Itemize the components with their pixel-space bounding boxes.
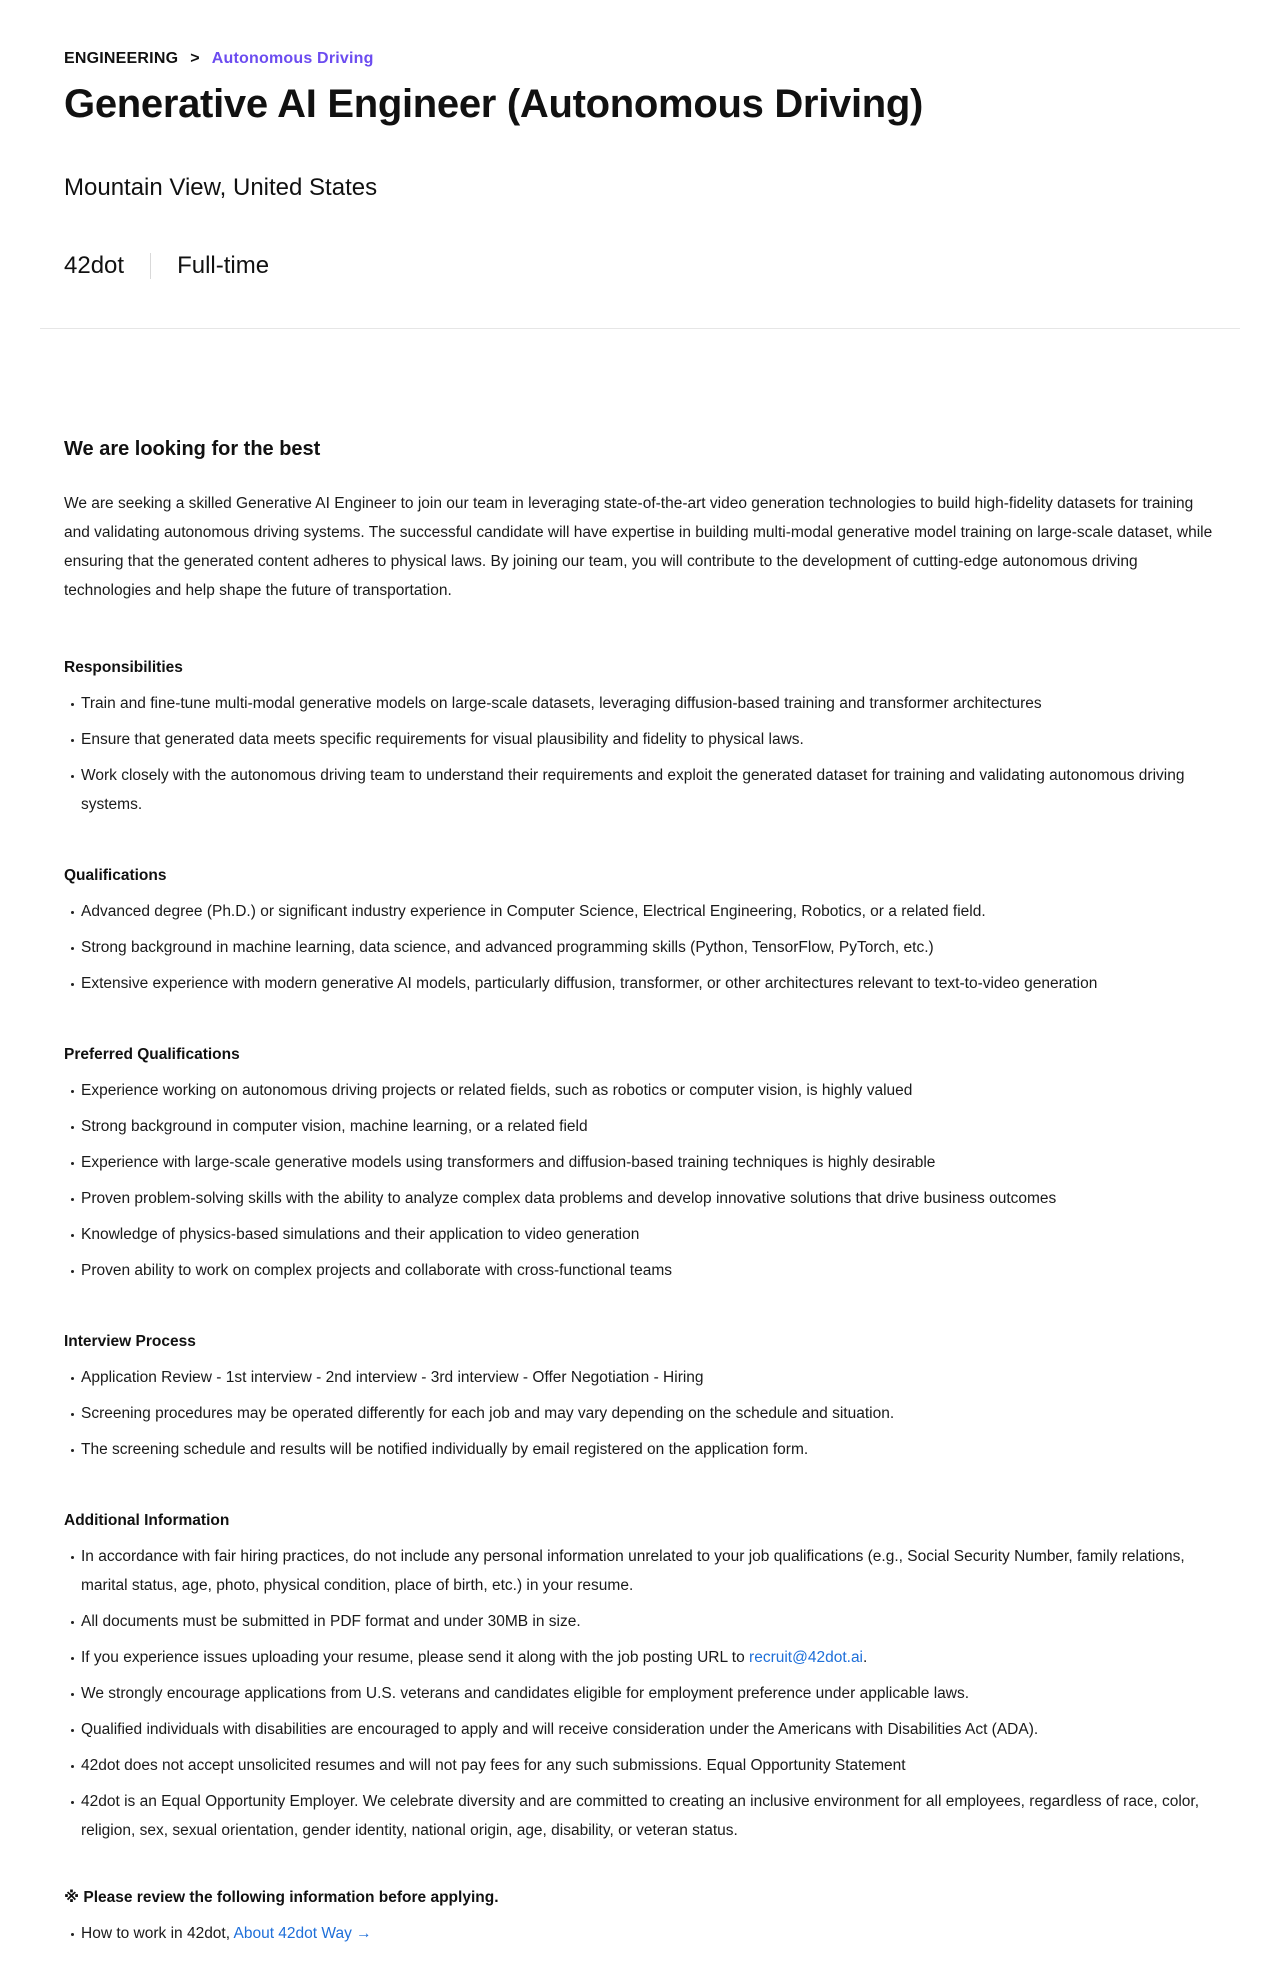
list-item: Strong background in machine learning, data science, and advanced programming skills (Python, TensorFlow, PyTorch, etc.): [64, 933, 1216, 962]
list-item: All documents must be submitted in PDF format and under 30MB in size.: [64, 1607, 1216, 1636]
list-item: In accordance with fair hiring practices, do not include any personal information unrelated to your job qualifications (e.g., Social Security Number, family relations, marital status, age, photo, physical condition, place of birth, etc.) in your resume.: [64, 1542, 1216, 1600]
list-item: Advanced degree (Ph.D.) or significant industry experience in Computer Science, Electrical Engineering, Robotics, or a related field.: [64, 897, 1216, 926]
page-title: Generative AI Engineer (Autonomous Driving): [64, 82, 924, 126]
employment-type: Full-time: [177, 252, 270, 279]
list-item: Application Review - 1st interview - 2nd interview - 3rd interview - Offer Negotiation - Hiring: [64, 1363, 1216, 1392]
responsibilities-title: Responsibilities: [64, 659, 183, 676]
job-location: Mountain View, United States: [64, 174, 378, 201]
intro-paragraph: We are seeking a skilled Generative AI Engineer to join our team in leveraging state-of-the-art video generation technologies to build high-fidelity datasets for training and validating autonomous driving systems. The successful candidate will have expertise in building multi-modal generative model training on large-scale dataset, while ensuring that the generated content adheres to physical laws. By joining our team, you will contribute to the development of cutting-edge autonomous driving technologies and help shape the future of transportation.: [64, 495, 1213, 599]
breadcrumb: [64, 48, 1216, 70]
company-name: 42dot: [64, 252, 125, 279]
job-meta: [64, 250, 1216, 282]
breadcrumb-parent[interactable]: ENGINEERING: [64, 50, 179, 67]
list-item: Experience with large-scale generative models using transformers and diffusion-based training techniques is highly desirable: [64, 1148, 1216, 1177]
additional-information-title: Additional Information: [64, 1512, 230, 1529]
list-item: Proven problem-solving skills with the ability to analyze complex data problems and develop innovative solutions that drive business outcomes: [64, 1184, 1216, 1213]
header-divider: [40, 328, 1240, 329]
responsibilities-list: [64, 689, 1216, 819]
preferred-qualifications-list: [64, 1076, 1216, 1285]
list-item: Experience working on autonomous driving projects or related fields, such as robotics or computer vision, is highly valued: [64, 1076, 1216, 1105]
breadcrumb-separator: >: [190, 50, 200, 67]
qualifications-list: [64, 897, 1216, 998]
recruit-email-link[interactable]: recruit@42dot.ai: [749, 1649, 864, 1666]
list-item: Proven ability to work on complex projects and collaborate with cross-functional teams: [64, 1256, 1216, 1285]
job-header: [0, 0, 1280, 282]
list-item: Work closely with the autonomous driving team to understand their requirements and exploit the generated dataset for training and validating autonomous driving systems.: [64, 761, 1216, 819]
list-item: Strong background in computer vision, machine learning, or a related field: [64, 1112, 1216, 1141]
list-item: Screening procedures may be operated differently for each job and may vary depending on the schedule and situation.: [64, 1399, 1216, 1428]
list-item: The screening schedule and results will be notified individually by email registered on the application form.: [64, 1435, 1216, 1464]
interview-process-title: Interview Process: [64, 1333, 196, 1350]
list-item: 42dot does not accept unsolicited resumes and will not pay fees for any such submissions. Equal Opportunity Statement: [64, 1751, 1216, 1780]
list-item: [64, 1919, 1216, 1948]
list-item-text-end: .: [863, 1649, 868, 1666]
additional-information-list: [64, 1542, 1216, 1845]
intro-title: We are looking for the best: [64, 438, 321, 460]
list-item: Qualified individuals with disabilities are encouraged to apply and will receive consideration under the Americans with Disabilities Act (ADA).: [64, 1715, 1216, 1744]
list-item: Knowledge of physics-based simulations and their application to video generation: [64, 1220, 1216, 1249]
about-42dot-way-link[interactable]: About 42dot Way →: [233, 1925, 372, 1942]
review-notice: ※ Please review the following information before applying.: [64, 1889, 499, 1906]
notice-list: [64, 1919, 1216, 1948]
list-item: Train and fine-tune multi-modal generative models on large-scale datasets, leveraging diffusion-based training and transformer architectures: [64, 689, 1216, 718]
meta-divider: [150, 253, 151, 279]
preferred-qualifications-title: Preferred Qualifications: [64, 1046, 240, 1063]
list-item: Ensure that generated data meets specific requirements for visual plausibility and fidelity to physical laws.: [64, 725, 1216, 754]
list-item-text: How to work in 42dot,: [81, 1925, 234, 1942]
list-item: [64, 1643, 1216, 1672]
interview-process-list: [64, 1363, 1216, 1464]
list-item-text: If you experience issues uploading your resume, please send it along with the job posting URL to: [81, 1649, 750, 1666]
list-item: Extensive experience with modern generative AI models, particularly diffusion, transformer, or other architectures relevant to text-to-video generation: [64, 969, 1216, 998]
qualifications-title: Qualifications: [64, 867, 167, 884]
breadcrumb-current[interactable]: Autonomous Driving: [211, 50, 374, 67]
job-description: [0, 435, 1280, 1948]
list-item: We strongly encourage applications from U.S. veterans and candidates eligible for employment preference under applicable laws.: [64, 1679, 1216, 1708]
list-item: 42dot is an Equal Opportunity Employer. We celebrate diversity and are committed to creating an inclusive environment for all employees, regardless of race, color, religion, sex, sexual orientation, gender identity, national origin, age, disability, or veteran status.: [64, 1787, 1216, 1845]
